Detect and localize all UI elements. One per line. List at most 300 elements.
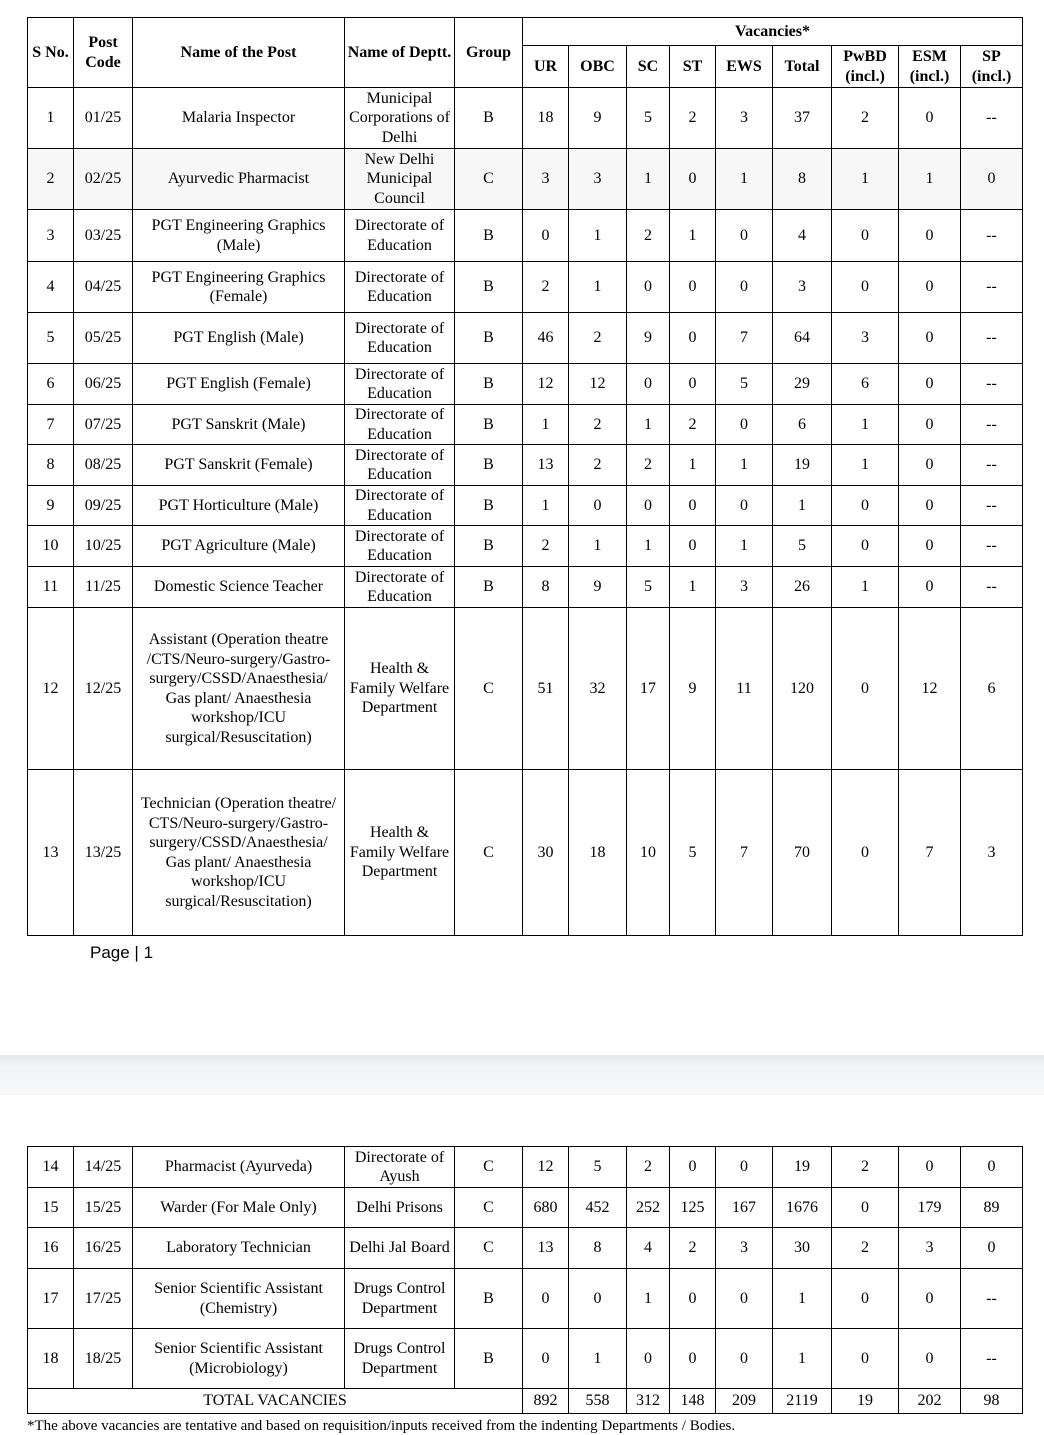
header-st: ST	[670, 46, 716, 88]
cell-st: 2	[670, 1228, 716, 1269]
cell-code: 09/25	[74, 486, 133, 526]
cell-st: 0	[670, 262, 716, 313]
vacancy-table-page2	[27, 1146, 1023, 1414]
cell-post: Technician (Operation theatre/ CTS/Neuro-surgery/Gastro-surgery/CSSD/Anaesthesia/ Gas plant/ Anaesthesia workshop/ICU surgical/Resuscitation)	[133, 770, 345, 936]
cell-total: 64	[773, 313, 832, 364]
cell-ur: 2	[523, 526, 569, 567]
cell-code: 13/25	[74, 770, 133, 936]
cell-sc: 2	[627, 1147, 670, 1188]
cell-group: B	[455, 1269, 523, 1329]
cell-dept: Directorate of Ayush	[345, 1147, 455, 1188]
header-ews: EWS	[716, 46, 773, 88]
cell-sp: --	[961, 313, 1023, 364]
cell-obc: 3	[569, 149, 627, 210]
table-row	[28, 608, 1023, 770]
header-post-code: Post Code	[74, 18, 133, 88]
cell-st: 0	[670, 313, 716, 364]
cell-obc: 1	[569, 1329, 627, 1389]
cell-obc: 12	[569, 364, 627, 405]
cell-pwbd: 0	[832, 1188, 899, 1228]
cell-ews: 7	[716, 313, 773, 364]
cell-code: 04/25	[74, 262, 133, 313]
cell-sc: 5	[627, 567, 670, 608]
cell-obc: 9	[569, 88, 627, 149]
cell-ur: 18	[523, 88, 569, 149]
page-gap	[0, 1055, 1044, 1095]
cell-code: 14/25	[74, 1147, 133, 1188]
cell-sp: 0	[961, 1147, 1023, 1188]
cell-sc: 10	[627, 770, 670, 936]
cell-esm: 0	[899, 405, 961, 445]
total-sp: 98	[961, 1389, 1023, 1414]
header-sp: SP (incl.)	[961, 46, 1023, 88]
cell-sc: 0	[627, 262, 670, 313]
cell-dept: Directorate of Education	[345, 567, 455, 608]
cell-ews: 1	[716, 445, 773, 486]
cell-code: 16/25	[74, 1228, 133, 1269]
cell-st: 125	[670, 1188, 716, 1228]
table-row	[28, 486, 1023, 526]
cell-total: 8	[773, 149, 832, 210]
cell-ur: 2	[523, 262, 569, 313]
cell-st: 5	[670, 770, 716, 936]
cell-st: 0	[670, 364, 716, 405]
table-row	[28, 364, 1023, 405]
cell-st: 2	[670, 405, 716, 445]
cell-total: 3	[773, 262, 832, 313]
cell-st: 9	[670, 608, 716, 770]
cell-sp: --	[961, 210, 1023, 262]
total-total: 2119	[773, 1389, 832, 1414]
header-deptt: Name of Deptt.	[345, 18, 455, 88]
cell-obc: 1	[569, 210, 627, 262]
table-row	[28, 210, 1023, 262]
page-number-label: Page | 1	[90, 943, 154, 962]
cell-st: 0	[670, 1269, 716, 1329]
cell-total: 1676	[773, 1188, 832, 1228]
cell-sno: 13	[28, 770, 74, 936]
cell-obc: 0	[569, 486, 627, 526]
cell-sno: 1	[28, 88, 74, 149]
cell-esm: 0	[899, 313, 961, 364]
cell-dept: Directorate of Education	[345, 210, 455, 262]
cell-code: 06/25	[74, 364, 133, 405]
cell-sc: 9	[627, 313, 670, 364]
total-ews: 209	[716, 1389, 773, 1414]
cell-ur: 12	[523, 364, 569, 405]
header-vacancies: Vacancies*	[523, 18, 1023, 46]
cell-ews: 3	[716, 88, 773, 149]
cell-sno: 14	[28, 1147, 74, 1188]
cell-ews: 0	[716, 1269, 773, 1329]
cell-sc: 1	[627, 1269, 670, 1329]
header-sno: S No.	[28, 18, 74, 88]
cell-esm: 12	[899, 608, 961, 770]
cell-ur: 8	[523, 567, 569, 608]
table-row	[28, 526, 1023, 567]
cell-group: C	[455, 1147, 523, 1188]
cell-sno: 4	[28, 262, 74, 313]
header-sc: SC	[627, 46, 670, 88]
cell-sp: --	[961, 1269, 1023, 1329]
header-esm: ESM (incl.)	[899, 46, 961, 88]
cell-post: Pharmacist (Ayurveda)	[133, 1147, 345, 1188]
cell-pwbd: 2	[832, 88, 899, 149]
cell-sno: 10	[28, 526, 74, 567]
cell-dept: New Delhi Municipal Council	[345, 149, 455, 210]
cell-dept: Directorate of Education	[345, 262, 455, 313]
cell-pwbd: 0	[832, 526, 899, 567]
cell-total: 120	[773, 608, 832, 770]
cell-dept: Drugs Control Department	[345, 1329, 455, 1389]
cell-ur: 51	[523, 608, 569, 770]
cell-group: B	[455, 445, 523, 486]
cell-ur: 1	[523, 405, 569, 445]
cell-ews: 0	[716, 1147, 773, 1188]
cell-post: PGT Engineering Graphics (Female)	[133, 262, 345, 313]
cell-sno: 8	[28, 445, 74, 486]
cell-ews: 0	[716, 210, 773, 262]
cell-sp: --	[961, 405, 1023, 445]
cell-post: PGT English (Female)	[133, 364, 345, 405]
cell-sp: --	[961, 486, 1023, 526]
cell-st: 1	[670, 567, 716, 608]
cell-st: 0	[670, 486, 716, 526]
cell-code: 05/25	[74, 313, 133, 364]
cell-ews: 0	[716, 1329, 773, 1389]
cell-pwbd: 0	[832, 486, 899, 526]
table-row	[28, 445, 1023, 486]
table-row	[28, 1329, 1023, 1389]
cell-group: B	[455, 405, 523, 445]
cell-dept: Directorate of Education	[345, 445, 455, 486]
total-obc: 558	[569, 1389, 627, 1414]
cell-sp: --	[961, 262, 1023, 313]
cell-group: B	[455, 313, 523, 364]
cell-ur: 3	[523, 149, 569, 210]
cell-sc: 1	[627, 526, 670, 567]
cell-obc: 1	[569, 262, 627, 313]
cell-group: C	[455, 1228, 523, 1269]
cell-sno: 16	[28, 1228, 74, 1269]
cell-post: Ayurvedic Pharmacist	[133, 149, 345, 210]
cell-sc: 252	[627, 1188, 670, 1228]
cell-esm: 0	[899, 262, 961, 313]
cell-obc: 2	[569, 405, 627, 445]
cell-ews: 167	[716, 1188, 773, 1228]
cell-st: 1	[670, 445, 716, 486]
cell-sp: --	[961, 567, 1023, 608]
cell-sno: 12	[28, 608, 74, 770]
cell-sc: 17	[627, 608, 670, 770]
cell-total: 4	[773, 210, 832, 262]
cell-sno: 15	[28, 1188, 74, 1228]
cell-ur: 12	[523, 1147, 569, 1188]
cell-sp: --	[961, 1329, 1023, 1389]
total-row	[28, 1389, 1023, 1414]
cell-post: Laboratory Technician	[133, 1228, 345, 1269]
cell-post: PGT Horticulture (Male)	[133, 486, 345, 526]
cell-pwbd: 3	[832, 313, 899, 364]
cell-ews: 0	[716, 486, 773, 526]
cell-code: 08/25	[74, 445, 133, 486]
cell-group: B	[455, 88, 523, 149]
cell-sno: 6	[28, 364, 74, 405]
cell-sp: 0	[961, 1228, 1023, 1269]
cell-group: C	[455, 608, 523, 770]
cell-sp: --	[961, 364, 1023, 405]
cell-total: 26	[773, 567, 832, 608]
cell-sc: 5	[627, 88, 670, 149]
cell-total: 70	[773, 770, 832, 936]
cell-pwbd: 6	[832, 364, 899, 405]
cell-group: B	[455, 486, 523, 526]
cell-post: Senior Scientific Assistant (Chemistry)	[133, 1269, 345, 1329]
total-label: TOTAL VACANCIES	[28, 1389, 523, 1414]
cell-obc: 32	[569, 608, 627, 770]
cell-dept: Directorate of Education	[345, 526, 455, 567]
table-row	[28, 262, 1023, 313]
cell-esm: 0	[899, 364, 961, 405]
cell-esm: 0	[899, 1329, 961, 1389]
cell-st: 0	[670, 1147, 716, 1188]
cell-code: 15/25	[74, 1188, 133, 1228]
cell-sc: 0	[627, 486, 670, 526]
cell-total: 19	[773, 445, 832, 486]
cell-code: 01/25	[74, 88, 133, 149]
cell-pwbd: 1	[832, 567, 899, 608]
cell-sno: 11	[28, 567, 74, 608]
cell-total: 29	[773, 364, 832, 405]
cell-post: Senior Scientific Assistant (Microbiology)	[133, 1329, 345, 1389]
cell-ur: 13	[523, 1228, 569, 1269]
cell-ews: 1	[716, 149, 773, 210]
cell-sno: 18	[28, 1329, 74, 1389]
cell-post: Warder (For Male Only)	[133, 1188, 345, 1228]
cell-pwbd: 0	[832, 262, 899, 313]
cell-total: 5	[773, 526, 832, 567]
header-total: Total	[773, 46, 832, 88]
cell-ur: 13	[523, 445, 569, 486]
vacancy-table-page1	[27, 17, 1023, 936]
cell-code: 07/25	[74, 405, 133, 445]
cell-sno: 3	[28, 210, 74, 262]
header-pwbd: PwBD (incl.)	[832, 46, 899, 88]
cell-ews: 7	[716, 770, 773, 936]
cell-group: B	[455, 364, 523, 405]
cell-post: Domestic Science Teacher	[133, 567, 345, 608]
cell-obc: 5	[569, 1147, 627, 1188]
table-row	[28, 88, 1023, 149]
cell-sc: 0	[627, 1329, 670, 1389]
cell-ur: 1	[523, 486, 569, 526]
cell-total: 19	[773, 1147, 832, 1188]
cell-post: PGT English (Male)	[133, 313, 345, 364]
table-body-page1	[28, 88, 1023, 936]
cell-obc: 18	[569, 770, 627, 936]
cell-obc: 9	[569, 567, 627, 608]
cell-sno: 5	[28, 313, 74, 364]
cell-pwbd: 1	[832, 445, 899, 486]
cell-ews: 1	[716, 526, 773, 567]
cell-pwbd: 1	[832, 149, 899, 210]
cell-esm: 0	[899, 1147, 961, 1188]
cell-esm: 0	[899, 486, 961, 526]
table-row	[28, 567, 1023, 608]
cell-code: 11/25	[74, 567, 133, 608]
cell-post: PGT Sanskrit (Male)	[133, 405, 345, 445]
cell-ews: 5	[716, 364, 773, 405]
cell-sp: --	[961, 445, 1023, 486]
cell-pwbd: 2	[832, 1228, 899, 1269]
cell-post: PGT Agriculture (Male)	[133, 526, 345, 567]
cell-ur: 30	[523, 770, 569, 936]
table-body-page2	[28, 1147, 1023, 1389]
cell-st: 2	[670, 88, 716, 149]
cell-total: 37	[773, 88, 832, 149]
cell-ur: 0	[523, 210, 569, 262]
cell-dept: Municipal Corporations of Delhi	[345, 88, 455, 149]
total-esm: 202	[899, 1389, 961, 1414]
header-ur: UR	[523, 46, 569, 88]
cell-sc: 2	[627, 210, 670, 262]
cell-st: 1	[670, 210, 716, 262]
cell-code: 10/25	[74, 526, 133, 567]
total-st: 148	[670, 1389, 716, 1414]
cell-pwbd: 0	[832, 1329, 899, 1389]
cell-total: 1	[773, 486, 832, 526]
header-obc: OBC	[569, 46, 627, 88]
cell-ews: 3	[716, 1228, 773, 1269]
cell-obc: 452	[569, 1188, 627, 1228]
cell-esm: 3	[899, 1228, 961, 1269]
cell-ur: 0	[523, 1329, 569, 1389]
cell-esm: 0	[899, 210, 961, 262]
cell-sno: 7	[28, 405, 74, 445]
cell-esm: 0	[899, 526, 961, 567]
cell-group: B	[455, 210, 523, 262]
cell-dept: Delhi Prisons	[345, 1188, 455, 1228]
table-row	[28, 770, 1023, 936]
cell-esm: 0	[899, 1269, 961, 1329]
cell-ur: 46	[523, 313, 569, 364]
table-row	[28, 149, 1023, 210]
cell-sno: 17	[28, 1269, 74, 1329]
cell-sp: 3	[961, 770, 1023, 936]
cell-group: B	[455, 567, 523, 608]
cell-sno: 9	[28, 486, 74, 526]
footnote: *The above vacancies are tentative and based on requisition/inputs received from the indenting Departments / Bodies.	[27, 1418, 736, 1434]
total-pwbd: 19	[832, 1389, 899, 1414]
cell-pwbd: 1	[832, 405, 899, 445]
cell-dept: Health & Family Welfare Department	[345, 770, 455, 936]
cell-group: C	[455, 1188, 523, 1228]
cell-dept: Directorate of Education	[345, 313, 455, 364]
header-group: Group	[455, 18, 523, 88]
total-ur: 892	[523, 1389, 569, 1414]
header-post-name: Name of the Post	[133, 18, 345, 88]
cell-dept: Directorate of Education	[345, 364, 455, 405]
cell-st: 0	[670, 526, 716, 567]
cell-sno: 2	[28, 149, 74, 210]
cell-pwbd: 0	[832, 770, 899, 936]
cell-sc: 1	[627, 149, 670, 210]
cell-ur: 680	[523, 1188, 569, 1228]
cell-ews: 0	[716, 262, 773, 313]
cell-esm: 1	[899, 149, 961, 210]
table-row	[28, 313, 1023, 364]
cell-post: PGT Engineering Graphics (Male)	[133, 210, 345, 262]
cell-ur: 0	[523, 1269, 569, 1329]
cell-sp: 0	[961, 149, 1023, 210]
cell-group: B	[455, 262, 523, 313]
cell-pwbd: 0	[832, 1269, 899, 1329]
cell-obc: 2	[569, 445, 627, 486]
cell-total: 30	[773, 1228, 832, 1269]
cell-esm: 0	[899, 445, 961, 486]
cell-dept: Directorate of Education	[345, 486, 455, 526]
cell-total: 1	[773, 1329, 832, 1389]
cell-code: 18/25	[74, 1329, 133, 1389]
cell-code: 17/25	[74, 1269, 133, 1329]
table-row	[28, 1269, 1023, 1329]
cell-st: 0	[670, 1329, 716, 1389]
cell-group: B	[455, 526, 523, 567]
cell-obc: 0	[569, 1269, 627, 1329]
cell-dept: Directorate of Education	[345, 405, 455, 445]
cell-sc: 2	[627, 445, 670, 486]
cell-ews: 11	[716, 608, 773, 770]
table-row	[28, 405, 1023, 445]
cell-pwbd: 0	[832, 608, 899, 770]
cell-obc: 1	[569, 526, 627, 567]
cell-sp: 89	[961, 1188, 1023, 1228]
cell-code: 12/25	[74, 608, 133, 770]
cell-total: 6	[773, 405, 832, 445]
cell-sc: 1	[627, 405, 670, 445]
cell-sp: --	[961, 88, 1023, 149]
cell-ews: 3	[716, 567, 773, 608]
cell-group: C	[455, 149, 523, 210]
cell-st: 0	[670, 149, 716, 210]
cell-post: Malaria Inspector	[133, 88, 345, 149]
table-row	[28, 1147, 1023, 1188]
cell-sp: 6	[961, 608, 1023, 770]
table-row	[28, 1228, 1023, 1269]
cell-dept: Health & Family Welfare Department	[345, 608, 455, 770]
cell-ews: 0	[716, 405, 773, 445]
total-sc: 312	[627, 1389, 670, 1414]
cell-esm: 0	[899, 567, 961, 608]
cell-sc: 0	[627, 364, 670, 405]
cell-total: 1	[773, 1269, 832, 1329]
cell-group: C	[455, 770, 523, 936]
cell-obc: 8	[569, 1228, 627, 1269]
cell-obc: 2	[569, 313, 627, 364]
cell-sp: --	[961, 526, 1023, 567]
cell-post: Assistant (Operation theatre /CTS/Neuro-surgery/Gastro-surgery/CSSD/Anaesthesia/ Gas plant/ Anaesthesia workshop/ICU surgical/Resuscitation)	[133, 608, 345, 770]
cell-code: 03/25	[74, 210, 133, 262]
cell-esm: 7	[899, 770, 961, 936]
cell-group: B	[455, 1329, 523, 1389]
cell-pwbd: 2	[832, 1147, 899, 1188]
cell-sc: 4	[627, 1228, 670, 1269]
table-row	[28, 1188, 1023, 1228]
cell-post: PGT Sanskrit (Female)	[133, 445, 345, 486]
cell-dept: Delhi Jal Board	[345, 1228, 455, 1269]
cell-esm: 0	[899, 88, 961, 149]
cell-code: 02/25	[74, 149, 133, 210]
